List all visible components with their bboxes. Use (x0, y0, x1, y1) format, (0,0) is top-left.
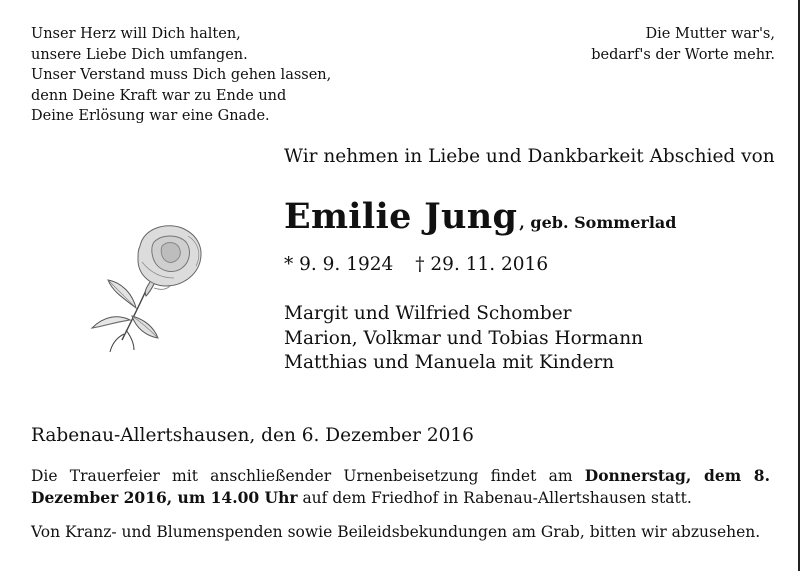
poem-right-line: Die Mutter war's, (645, 26, 775, 42)
family-list (284, 302, 643, 376)
family-member: Matthias und Manuela mit Kindern (284, 352, 615, 373)
poem-left-line: denn Deine Kraft war zu Ende und (31, 87, 287, 104)
poem-right-line: bedarf's der Worte mehr. (591, 46, 775, 63)
poem-left-line: Unser Herz will Dich halten, (31, 26, 241, 42)
death-date: † 29. 11. 2016 (415, 254, 549, 275)
family-member: Marion, Volkmar und Tobias Hormann (284, 327, 644, 349)
ceremony-text-1: Die Trauerfeier mit anschließender Urnenbeisetzung findet am (31, 467, 585, 485)
life-dates (284, 254, 548, 275)
birth-date: * 9. 9. 1924 (284, 254, 394, 275)
rose-icon (70, 216, 220, 356)
ceremony-datetime: Donnerstag, dem 8. Dezember 2016, um 14.00 Uhr (31, 466, 770, 507)
poem-left-line: Deine Erlösung war eine Gnade. (31, 108, 270, 124)
family-member: Margit und Wilfried Schomber (284, 303, 572, 324)
poem-right (575, 24, 775, 65)
farewell-intro: Wir nehmen in Liebe und Dankbarkeit Abschied von (284, 146, 775, 167)
ceremony-text-2: auf dem Friedhof in Rabenau-Allertshausen statt. (297, 489, 692, 507)
ceremony-notice (31, 465, 770, 509)
poem-left-line: unsere Liebe Dich umfangen. (31, 46, 248, 63)
donations-notice: Von Kranz- und Blumenspenden sowie Beileidsbekundungen am Grab, bitten wir abzusehen. (31, 523, 761, 541)
poem-left (31, 24, 351, 127)
maiden-name: , geb. Sommerlad (519, 213, 677, 232)
deceased-name-row (284, 196, 676, 237)
place-and-date: Rabenau-Allertshausen, den 6. Dezember 2016 (31, 425, 474, 446)
deceased-name: Emilie Jung (284, 196, 518, 237)
poem-left-line: Unser Verstand muss Dich gehen lassen, (31, 67, 332, 83)
